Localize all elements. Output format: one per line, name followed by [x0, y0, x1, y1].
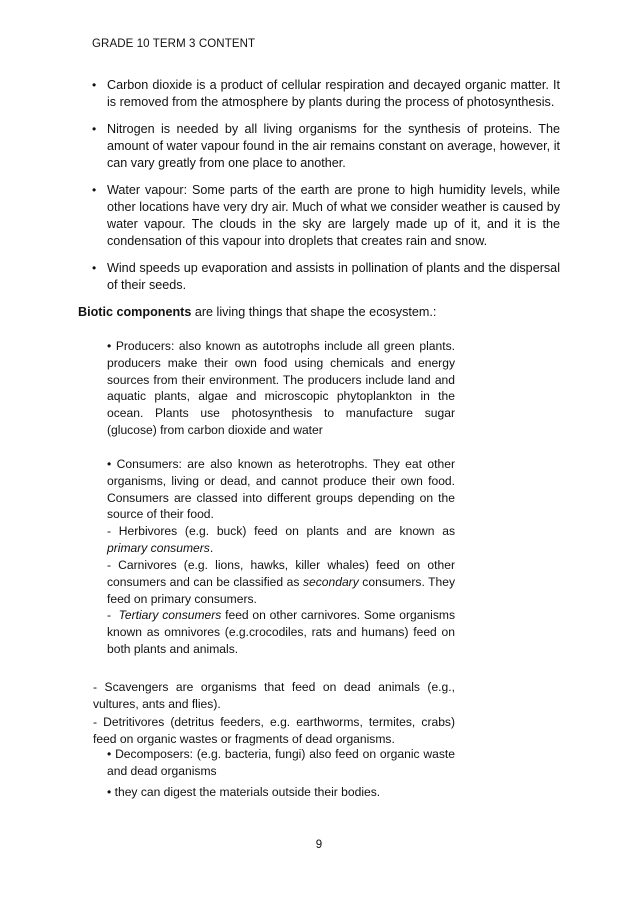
bullet-carbon-dioxide — [92, 77, 560, 111]
biotic-term: Biotic components — [78, 305, 192, 319]
bullet-text: Wind speeds up evaporation and assists in pollination of plants and the dispersal of their seeds. — [107, 261, 560, 292]
decomposers-text: Decomposers: (e.g. bacteria, fungi) also feed on organic waste and dead organisms — [107, 747, 455, 778]
bullet-text: Nitrogen is needed by all living organisms for the synthesis of proteins. The amount of water vapour found in the air remains constant on average, however, it can vary greatly from one place to another. — [107, 122, 560, 170]
bullet-icon: • — [92, 261, 97, 275]
carnivores-em: secondary — [302, 574, 359, 589]
bullet-icon: • — [92, 122, 97, 136]
herbivores-text: - Herbivores (e.g. buck) feed on plants and are known as — [107, 524, 455, 538]
bullet-text: Water vapour: Some parts of the earth are prone to high humidity levels, while other locations have very dry air. Much of what we consider weather is caused by water vapour. The clouds in the sky are largely made up of it, and it is the condensation of this vapour into droplets that creates rain and snow. — [107, 183, 560, 248]
bullet-wind — [92, 260, 560, 294]
tertiary-paragraph — [107, 607, 455, 657]
bullet-icon: • — [92, 183, 97, 197]
biotic-heading — [78, 304, 558, 321]
digest-text: they can digest the materials outside their bodies. — [114, 785, 381, 799]
digest-paragraph — [107, 784, 455, 801]
detritivores-paragraph: - Detritivores (detritus feeders, e.g. earthworms, termites, crabs) feed on organic wastes or fragments of dead organisms. — [93, 715, 455, 746]
bullet-text: Carbon dioxide is a product of cellular respiration and decayed organic matter. It is removed from the atmosphere by plants during the process of photosynthesis. — [107, 78, 560, 109]
tertiary-post: feed on other carnivores. Some organisms known as omnivores (e.g.crocodiles, rats and humans) feed on both plants and animals. — [107, 608, 456, 656]
producers-paragraph — [107, 338, 455, 439]
carnivores-paragraph — [107, 557, 455, 607]
bullet-icon: • — [107, 457, 117, 471]
decomposers-paragraph — [107, 746, 455, 780]
consumers-text: Consumers: are also known as heterotrophs. They eat other organisms, living or dead, and cannot produce their own food. Consumers are classed into different groups depending on the source of their food. — [107, 457, 455, 522]
bullet-icon: • — [92, 78, 97, 92]
biotic-rest: are living things that shape the ecosystem.: — [191, 305, 437, 319]
producers-text: Producers: also known as autotrophs include all green plants. producers make their own food using chemicals and energy sources from their environment. The producers include land and aquatic plants, algae and microscopic phytoplankton in the ocean. Plants use photosynthesis to manufacture sugar (glucose) from carbon dioxide and water — [107, 339, 455, 437]
page-number: 9 — [315, 839, 323, 851]
bullet-water-vapour — [92, 182, 560, 250]
consumers-paragraph — [107, 456, 455, 523]
herbivores-post: . — [209, 540, 214, 555]
bullet-icon: • — [107, 747, 116, 761]
herbivores-em: primary consumers — [107, 540, 210, 555]
page-header: GRADE 10 TERM 3 CONTENT — [92, 38, 256, 50]
scavengers-paragraph: - Scavengers are organisms that feed on dead animals (e.g., vultures, ants and flies). — [93, 680, 455, 711]
tertiary-text: - — [107, 608, 119, 622]
bullet-icon: • — [107, 785, 115, 799]
carnivores-post: consumers. They feed on primary consumers. — [107, 574, 455, 606]
bullet-icon: • — [107, 339, 116, 353]
tertiary-em: Tertiary consumers — [118, 608, 222, 622]
carnivores-text: - Carnivores (e.g. lions, hawks, killer whales) feed on other consumers and can be classified as — [107, 558, 455, 589]
bullet-nitrogen — [92, 121, 560, 172]
herbivores-paragraph — [107, 523, 455, 557]
